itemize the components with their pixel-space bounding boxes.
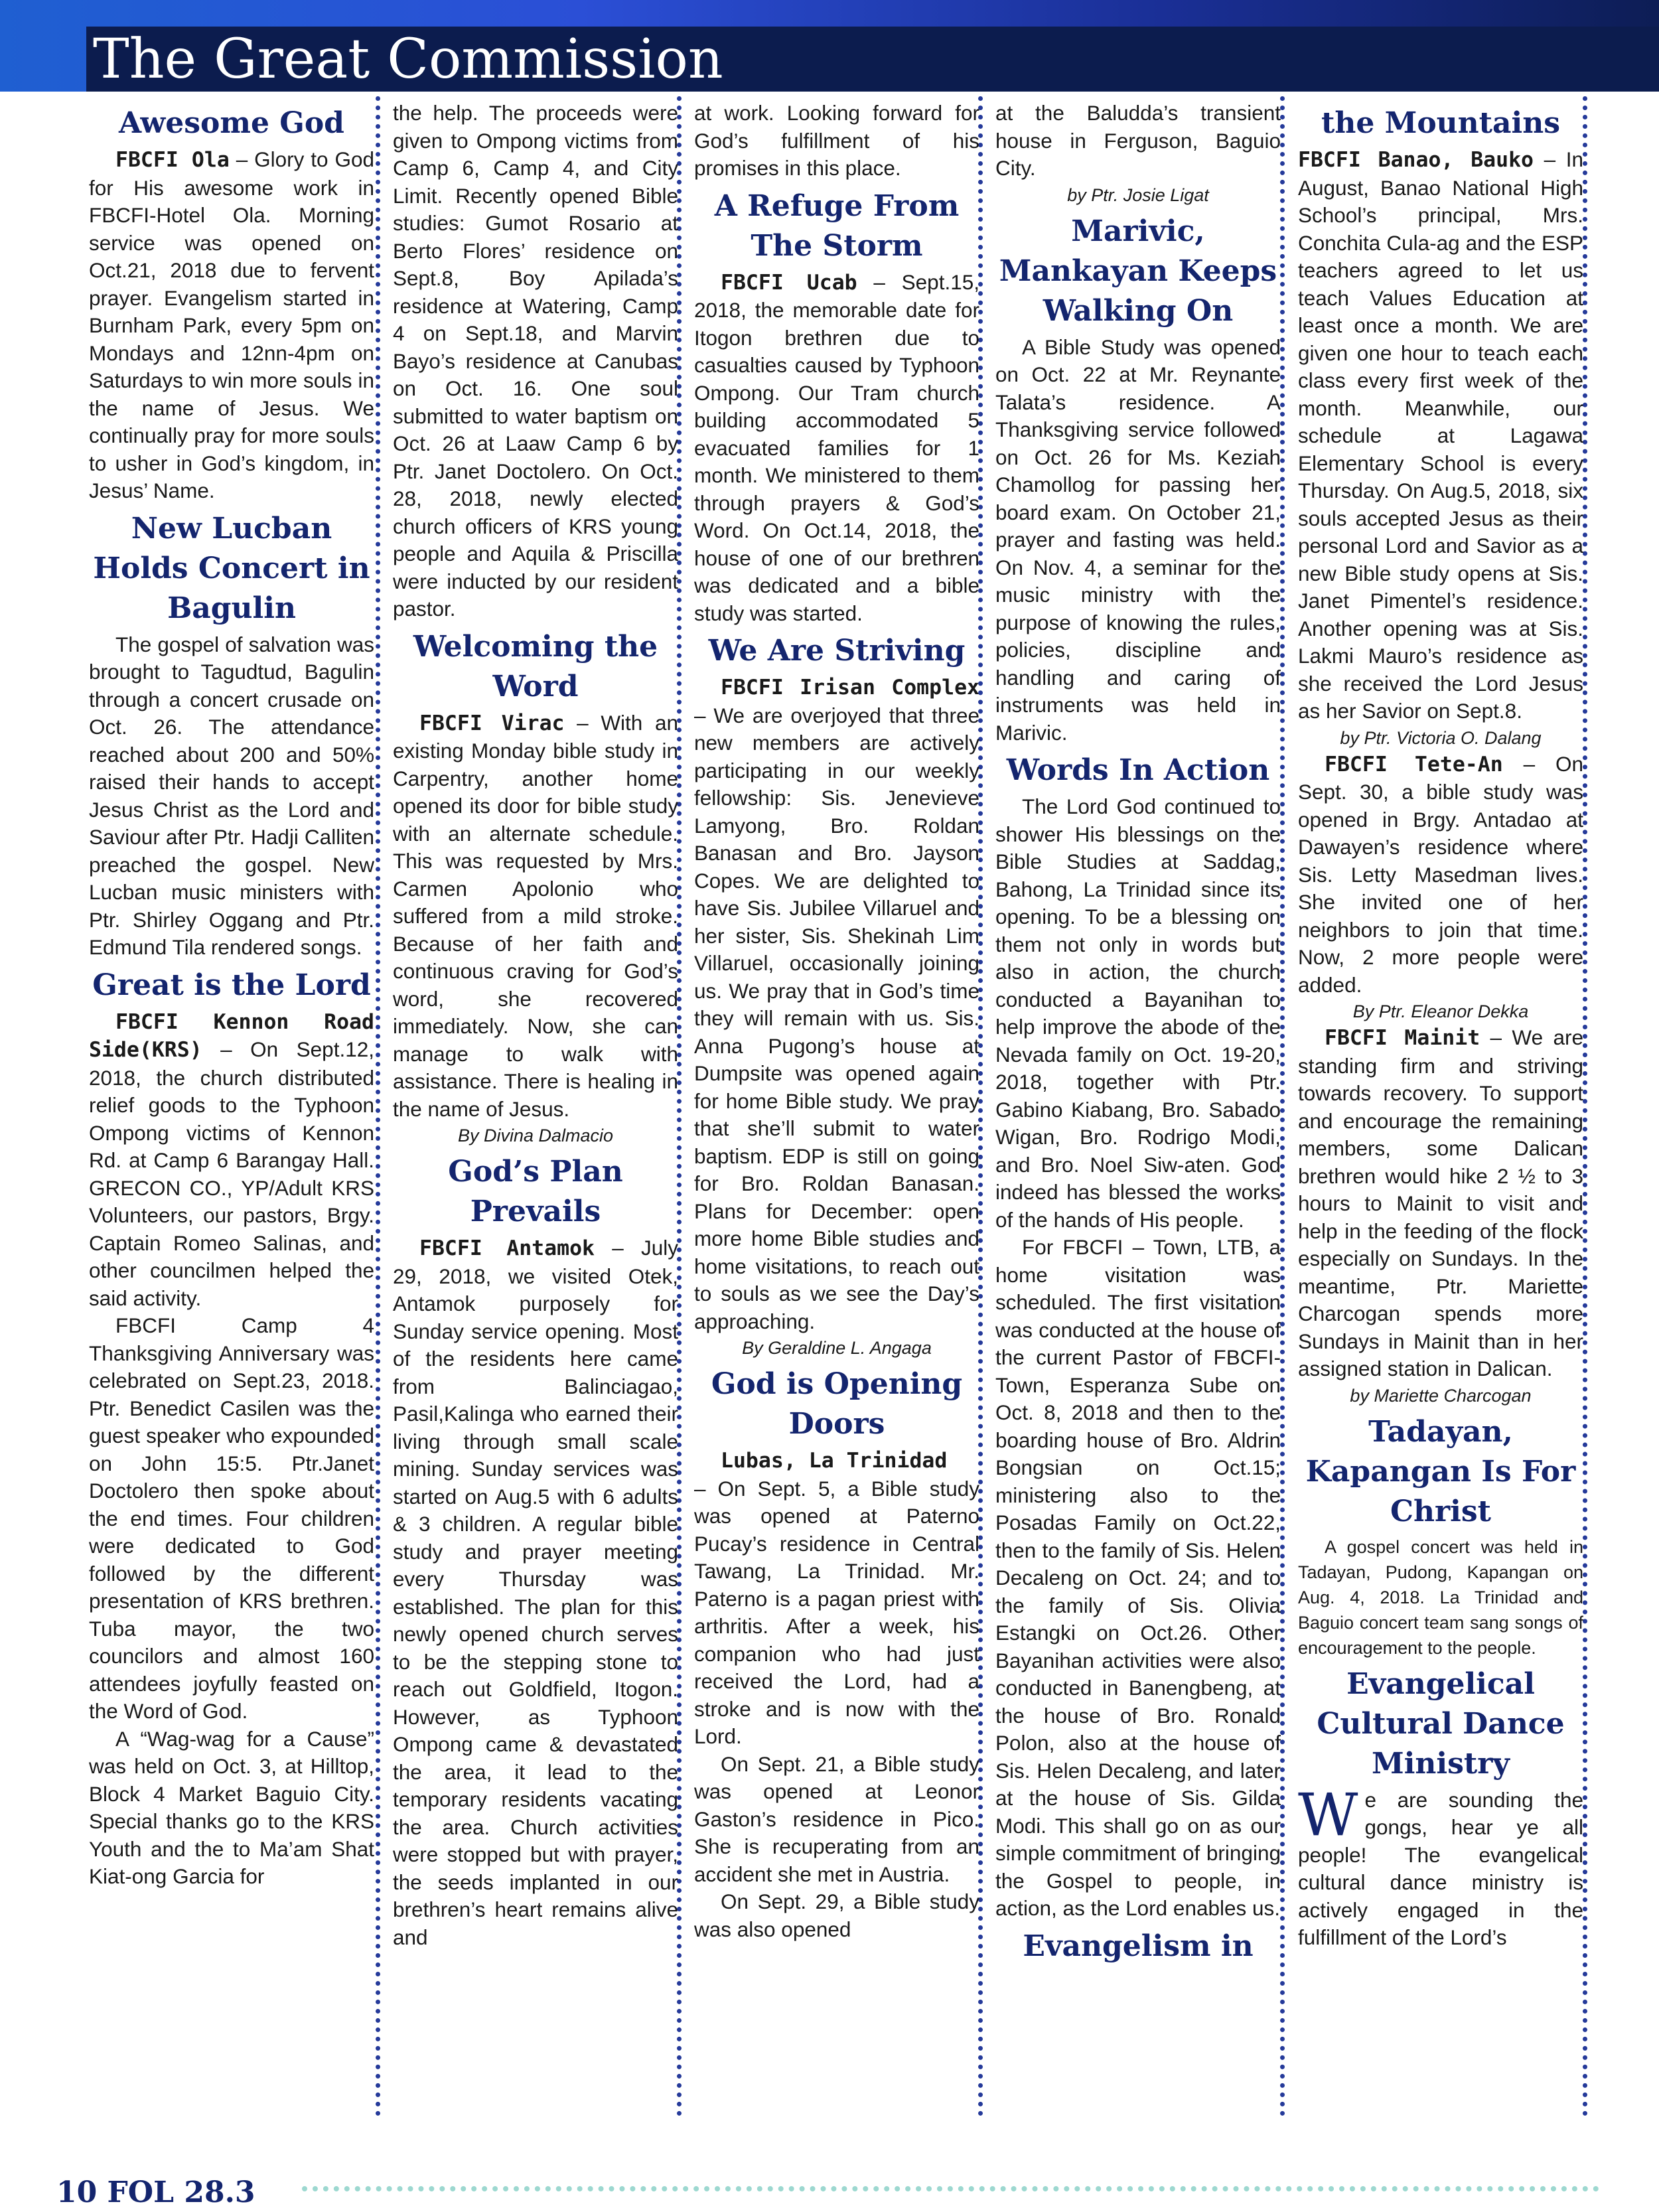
column-divider [376, 96, 380, 2117]
article-heading: Words In Action [1006, 753, 1270, 787]
article-paragraph: at the Baludda’s transient house in Ferguson, Baguio City. [995, 101, 1281, 180]
church-name: FBCFI Mainit [1325, 1026, 1480, 1050]
article-heading: New Lucban Holds Concert in Bagulin [93, 511, 370, 625]
church-name: FBCFI Virac [419, 711, 565, 735]
byline: By Geraldine L. Angaga [742, 1338, 932, 1358]
column-4 [995, 100, 1281, 2114]
drop-cap: W [1298, 1780, 1358, 1849]
byline: By Divina Dalmacio [457, 1126, 614, 1145]
column-3 [694, 100, 979, 2114]
byline: by Ptr. Josie Ligat [1067, 184, 1209, 205]
article-heading: Marivic, Mankayan Keeps Walking On [999, 214, 1277, 328]
article-heading: Evangelical Cultural Dance Ministry [1317, 1666, 1565, 1781]
article-paragraph: FBCFI Mainit – We are standing firm and striving towards recovery. To support and encourage the remaining members, some Dalican brethren would hike 2 ½ to 3 hours to Mainit to visit and help in the feeding of the flock especially on Sundays. In the meantime, Ptr. Mariette Charcogan spends more Sundays in Mainit than in her assigned station in Dalican. [1298, 1025, 1583, 1380]
church-name: Lubas, La Trinidad [721, 1449, 948, 1473]
church-name: FBCFI Ucab [721, 270, 857, 295]
article-paragraph: FBCFI Irisan Complex – We are overjoyed that three new members are actively participating in our weekly fellowship: Sis. Jenevieve Lamyong, Bro. Roldan Banasan and Bro. Jayson Copes. We are delighted to have Sis. Jubilee Villaruel and her sister, Sis. Shekinah Lim Villaruel, occasionally joining us. We pray that in God’s time they will remain with us. Sis. Anna Pugong’s house at Dumpsite was opened again for home Bible study. We pray that she’ll submit to water baptism. EDP is still on going for Bro. Roldan Banasan. Plans for December: open more home Bible studies and home visitations, to reach out to souls as we see the Day’s approaching. [694, 676, 979, 1333]
article-heading: God’s Plan Prevails [448, 1155, 623, 1228]
article-heading: A Refuge From The Storm [714, 188, 960, 263]
column-divider [1583, 96, 1587, 2117]
column-divider [1280, 96, 1285, 2117]
church-name: FBCFI Antamok [419, 1236, 595, 1260]
article-paragraph: the help. The proceeds were given to Ompong victims from Camp 6, Camp 4, and City Limit. Recently opened Bible studies: Gumot Rosario at Berto Flores’ residence on Sept.8, Boy Apilada’s residence at Watering, Camp 4 on Sept.18, and Marvin Bayo’s residence at Canubas on Oct. 16. One soul submitted to water baptism on Oct. 26 at Laaw Camp 6 by Ptr. Janet Doctolero. On Oct. 28, 2018, newly elected church officers of KRS young people and Aquila & Priscilla were inducted by our resident pastor. [393, 101, 678, 621]
article-paragraph: For FBCFI – Town, LTB, a home visitation was scheduled. The first visitation was conducted at the house of the current Pastor of FBCFI-Town, Esperanza Sube on Oct. 8, 2018 and then to the boarding house of Bro. Aldrin Bongsian on Oct.15; ministering also to the Posadas Family on Oct.22, then to the family of Sis. Helen Decaleng on Oct. 24; and to the family of Sis. Olivia Estangki on Oct.26. Other Bayanihan activities were also conducted in Banengbeng, at the house of Bro. Ronald Polon, also at the house of Sis. Helen Decaleng, and later at the house of Sis. Gilda Modi. This shall go on as our simple commitment of bringing the Gospel to people, in action, as the Lord enables us. [995, 1235, 1281, 1920]
page-title: The Great Commission [93, 28, 723, 91]
column-2 [393, 100, 678, 2114]
column-5 [1298, 100, 1583, 2114]
article-paragraph: A “Wag-wag for a Cause” was held on Oct. 3, at Hilltop, Block 4 Market Baguio City. Special thanks go to the KRS Youth and the to Ma’am Shat Kiat-ong Garcia for [89, 1726, 374, 1888]
article-paragraph: The Lord God continued to shower His blessings on the Bible Studies at Saddag, Bahong, La Trinidad since its opening. To be a blessing on them not only in words but also in action, the church conducted a Bayanihan to help improve the abode of the Nevada family on Oct. 19-20, 2018, together with Ptr. Gabino Kiabang, Bro. Sabado Wigan, Bro. Rodrigo Modi, and Bro. Noel Siw-aten. God indeed has blessed the works of the hands of His people. [995, 794, 1281, 1232]
article-heading: Welcoming the Word [413, 629, 658, 703]
byline: By Ptr. Eleanor Dekka [1352, 1001, 1529, 1021]
column-1 [89, 100, 374, 2114]
footer-dotted-rule [302, 2186, 1599, 2191]
article-paragraph: FBCFI Tete-An – On Sept. 30, a bible study was opened in Brgy. Antadao at Dawayen’s residence where Sis. Letty Masedman lives. She invited one of her neighbors to join that time. Now, 2 more people were added. [1298, 751, 1583, 997]
article-paragraph: The gospel of salvation was brought to Tagudtud, Bagulin through a concert crusade on Oct. 26. The attendance reached about 200 and 50% raised their hands to accept Jesus Christ as the Lord and Saviour after Ptr. Hadji Calliten preached the gospel. New Lucban music ministers with Ptr. Shirley Oggang and Ptr. Edmund Tila rendered songs. [89, 632, 374, 959]
article-paragraph: On Sept. 21, a Bible study was opened at Leonor Gaston’s residence in Pico. She is recuperating from an accident she met in Austria. [694, 1751, 979, 1886]
article-paragraph: A gospel concert was held in Tadayan, Pudong, Kapangan on Aug. 4, 2018. La Trinidad and Baguio concert team sang songs of encouragement to the people. [1298, 1536, 1583, 1658]
church-name: FBCFI Ola [115, 148, 230, 172]
article-paragraph: FBCFI Camp 4 Thanksgiving Anniversary was celebrated on Sept.23, 2018. Ptr. Benedict Casilen was the guest speaker who expounded on John 15:5. Ptr.Janet Doctolero then spoke about the end times. Four children were dedicated to God followed by the different presentation of KRS brethren. Tuba mayor, the two councilors and almost 160 attendees joyfully feasted on the Word of God. [89, 1313, 374, 1723]
article-heading: We Are Striving [708, 634, 966, 668]
byline: by Mariette Charcogan [1350, 1385, 1532, 1406]
article-paragraph: at work. Looking forward for God’s fulfillment of his promises in this place. [694, 101, 979, 180]
church-name: FBCFI Banao, Bauko [1298, 148, 1534, 172]
article-heading: God is Opening Doors [711, 1367, 963, 1441]
article-paragraph: FBCFI Ucab – Sept.15, 2018, the memorable date for Itogon brethren due to casualties caused by Typhoon Ompong. Our Tram church building accommodated 5 evacuated families for 1 month. We ministered to them through prayers & God’s Word. On Oct.14, 2018, the house of one of our brethren was dedicated and a bible study was started. [694, 269, 979, 625]
article-paragraph: A Bible Study was opened on Oct. 22 at Mr. Reynante Talata’s residence. A Thanksgiving service followed on Oct. 26 for Ms. Keziah Chamollog for passing her board exam. On October 21, prayer and fasting was held. On Nov. 4, a seminar for the music ministry with the purpose of knowing the rules, policies, discipline and handling and caring of instruments was held in Marivic. [995, 334, 1281, 745]
article-paragraph: Lubas, La Trinidad – On Sept. 5, a Bible study was opened at Paterno Pucay’s residence in Central Tawang, La Trinidad. Mr. Paterno is a pagan priest with arthritis. After a week, his companion who had just received the Lord, had a stroke and is now with the Lord. [694, 1449, 979, 1748]
article-paragraph: FBCFI Antamok – July 29, 2018, we visited Otek, Antamok purposely for Sunday service opening. Most of the residents here came from Balinciagao, Pasil,Kalinga who earned their living through small scale mining. Sunday services was started on Aug.5 with 6 adults & 3 children. A regular bible study and prayer meeting every Thursday was established. The plan for this newly opened church serves to be the stepping stone to reach out Goldfield, Itogon. However, as Typhoon Ompong came & devastated the area, it lead to the temporary residents vacating the area. Church activities were stopped but with prayer, the seeds implanted in our brethren’s heart remains alive and [393, 1236, 678, 1949]
article-paragraph: FBCFI Ola – Glory to God for His awesome work in FBCFI-Hotel Ola. Morning service was opened on Oct.21, 2018 due to fervent prayer. Evangelism started in Burnham Park, every 5pm on Mondays and 12nn-4pm on Saturdays to win more souls in the name of Jesus. We continually pray for more souls to usher in God’s kingdom, in Jesus’ Name. [89, 147, 374, 502]
church-name: FBCFI Irisan Complex [721, 676, 979, 700]
article-paragraph: FBCFI Kennon Road Side(KRS) – On Sept.12, 2018, the church distributed relief goods to the Typhoon Ompong victims of Kennon Rd. at Camp 6 Barangay Hall. GRECON CO., YP/Adult KRS Volunteers, our pastors, Brgy. Captain Romeo Salinas, and other councilmen helped the said activity. [89, 1009, 374, 1310]
article-paragraph: FBCFI Banao, Bauko – In August, Banao National High School’s principal, Mrs. Conchita Cula-ag and the ESP teachers agreed to let us teach Values Education at least once a month. We are given one hour to teach each class every first week of the month. Meanwhile, our schedule at Lagawa Elementary School is every Thursday. On Aug.5, 2018, six souls accepted Jesus as their personal Lord and Savior as a new Bible study opens at Sis. Janet Pimentel’s residence. Another opening was at Sis. Lakmi Mauro’s residence as she received the Lord Jesus as her Savior on Sept.8. [1298, 147, 1583, 723]
article-paragraph: We are sounding the gongs, hear ye all people! The evangelical cultural dance ministry is actively engaged in the fulfillment of the Lord’s [1298, 1780, 1583, 1949]
article-heading: the Mountains [1321, 106, 1560, 140]
article-paragraph: FBCFI Virac – With an existing Monday bible study in Carpentry, another home opened its door for bible study with an alternate schedule. This was requested by Mrs. Carmen Apolonio who suffered from a mild stroke. Because of her faith and continuous craving for God’s word, she recovered immediately. Now, she can manage to walk with assistance. There is healing in the name of Jesus. [393, 710, 678, 1121]
page-footer: 10 FOL 28.3 [56, 2175, 255, 2209]
article-paragraph: On Sept. 29, a Bible study was also opened [694, 1889, 979, 1941]
article-heading: Awesome God [119, 106, 344, 140]
article-heading: Great is the Lord [92, 968, 371, 1002]
article-heading: Evangelism in [1023, 1929, 1254, 1963]
article-heading: Tadayan, Kapangan Is For Christ [1305, 1414, 1576, 1528]
church-name: FBCFI Tete-An [1325, 752, 1503, 776]
church-name: FBCFI Kennon Road Side(KRS) [89, 1009, 374, 1062]
byline: by Ptr. Victoria O. Dalang [1340, 727, 1542, 748]
